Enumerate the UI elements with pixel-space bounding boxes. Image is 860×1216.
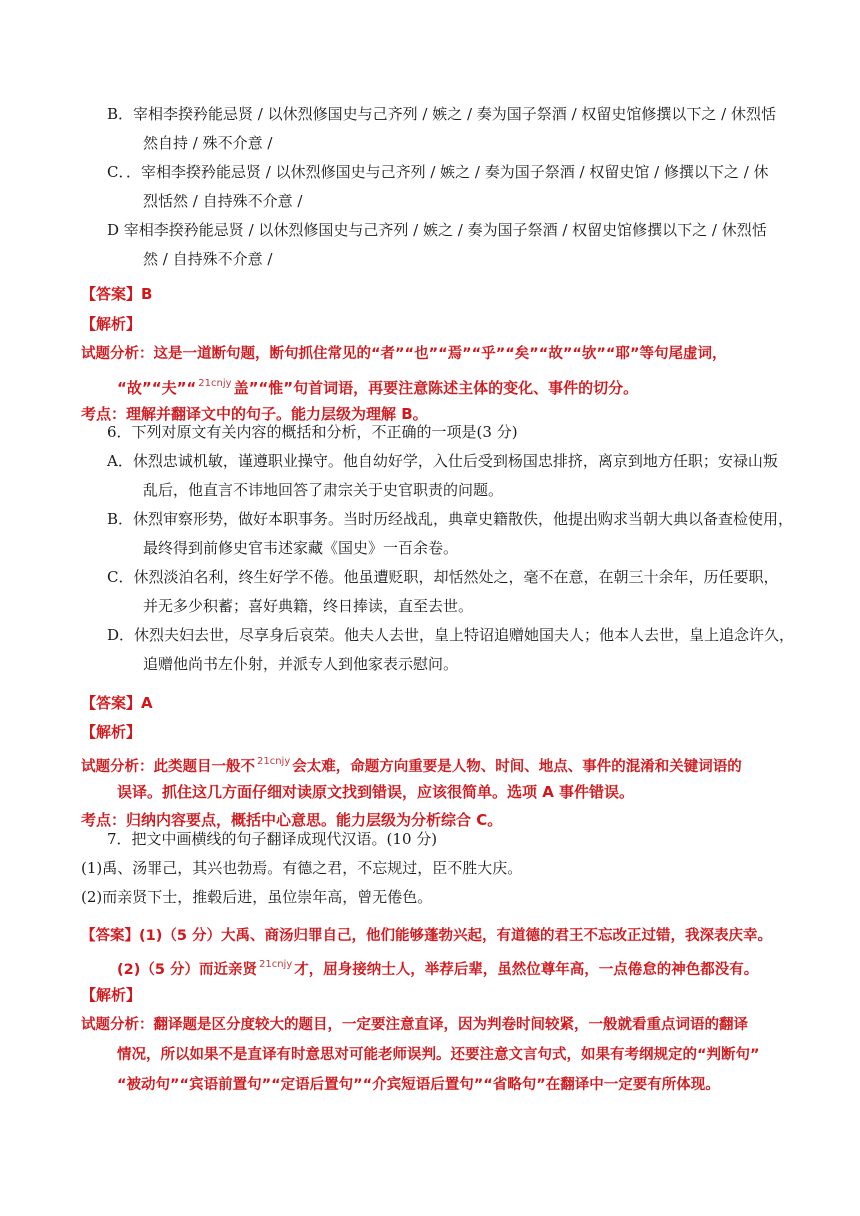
q7-analysis-line1: 试题分析：翻译题是区分度较大的题目，一定要注意直译，因为判卷时间较紧，一般就看重点词语的翻译	[81, 1017, 748, 1033]
q5-option-d-line2: 然 / 自持殊不介意 /	[143, 250, 273, 268]
q6-analysis-line2: 误译。抓住这几方面仔细对读原文找到错误，应该很简单。选项 A 事件错误。	[117, 783, 635, 801]
q5-analysis-heading: 【解析】	[81, 315, 142, 333]
q7-stem: 7．把文中画横线的句子翻译成现代汉语。(10 分)	[107, 830, 438, 848]
q6-analysis-heading: 【解析】	[81, 723, 142, 741]
q6-stem: 6．下列对原文有关内容的概括和分析，不正确的一项是(3 分)	[107, 423, 518, 441]
q6-option-d-line1: D．休烈夫妇去世，尽享身后哀荣。他夫人去世，皇上特诏追赠她国夫人；他本人去世，皇上追念许久，	[107, 626, 795, 644]
q5-option-c-line1: C．．宰相李揆矜能忌贤 / 以休烈修国史与己齐列 / 嫉之 / 奏为国子祭酒 / 权留史馆 / 修撰以下之 / 休	[107, 163, 769, 181]
q6-analysis-line1-end: 会太难，命题方向重要是人物、时间、地点、事件的混淆和关键词语的	[292, 759, 742, 775]
q6-option-a-line1: A．休烈忠诚机敏，谨遵职业操守。他自幼好学，入仕后受到杨国忠排挤，离京到地方任职；安禄山叛	[107, 452, 778, 470]
q7-sentence-2: (2)而亲贤下士，推毂后进，虽位崇年高，曾无倦色。	[81, 888, 433, 906]
q7-answer-line2-end: 才，屈身接纳士人，举荐后辈，虽然位尊年高，一点倦怠的神色都没有。	[294, 962, 759, 978]
q5-analysis-line2	[117, 374, 638, 398]
watermark-mark: 21cnjy	[258, 959, 293, 970]
q5-option-b-line1: B．宰相李揆矜能忌贤 / 以休烈修国史与己齐列 / 嫉之 / 奏为国子祭酒 / 权留史馆修撰以下之 / 休烈恬	[107, 105, 776, 123]
q7-answer-line2-start: (2)（5 分）而近亲贤	[117, 962, 257, 978]
q6-analysis-line1-start: 试题分析：此类题目一般不	[81, 759, 255, 775]
q5-option-b-line2: 然自持 / 殊不介意 /	[143, 134, 273, 152]
q6-answer: 【答案】A	[81, 694, 153, 712]
q7-analysis-heading: 【解析】	[81, 986, 142, 1004]
q6-option-b-line1: B．休烈审察形势，做好本职事务。当时历经战乱，典章史籍散佚，他提出购求当朝大典以备查检使用，	[107, 510, 794, 528]
q7-analysis-line2: 情况，所以如果不是直译有时意思对可能老师误判。还要注意文言句式，如果有考纲规定的“判断句”	[117, 1047, 760, 1063]
q5-option-c-line2: 烈恬然 / 自持殊不介意 /	[143, 192, 303, 210]
q5-analysis-line2-start: “故”“夫”“	[117, 379, 197, 397]
q7-answer-line2	[117, 955, 758, 980]
q5-analysis-line2-end: 盖”“惟”句首词语，再要注意陈述主体的变化、事件的切分。	[233, 379, 639, 397]
q6-option-c-line2: 并无多少积蓄；喜好典籍，终日捧读，直至去世。	[143, 597, 474, 615]
q5-analysis-line1: 试题分析：这是一道断句题，断句抓住常见的“者”“也”“焉”“乎”“矣”“故”“欤”“耶”等句尾虚词，	[81, 346, 727, 362]
q7-analysis-line3: “被动句”“宾语前置句”“定语后置句”“介宾短语后置句”“省略句”在翻译中一定要有所体现。	[117, 1077, 720, 1093]
q7-sentence-1: (1)禹、汤罪己，其兴也勃焉。有德之君，不忘规过，臣不胜大庆。	[81, 859, 523, 877]
q5-answer: 【答案】B	[81, 285, 153, 303]
q5-option-d-line1: D 宰相李揆矜能忌贤 / 以休烈修国史与己齐列 / 嫉之 / 奏为国子祭酒 / 权留史馆修撰以下之 / 休烈恬	[107, 221, 767, 239]
q6-analysis-line1	[81, 752, 742, 777]
q6-option-c-line1: C．休烈淡泊名利，终生好学不倦。他虽遭贬职，却恬然处之，毫不在意，在朝三十余年，历任要职，	[107, 568, 779, 586]
q5-kaodian: 考点：理解并翻译文中的句子。能力层级为理解 B。	[81, 405, 428, 423]
watermark-mark: 21cnjy	[257, 756, 291, 767]
q6-kaodian: 考点：归纳内容要点，概括中心意思。能力层级为分析综合 C。	[81, 811, 503, 829]
q7-answer-line1: 【答案】(1)（5 分）大禹、商汤归罪自己，他们能够蓬勃兴起，有道德的君王不忘改正过错，我深表庆幸。	[81, 928, 772, 944]
watermark-mark: 21cnjy	[198, 378, 232, 389]
q6-option-a-line2: 乱后，他直言不讳地回答了肃宗关于史官职责的问题。	[143, 481, 504, 499]
q6-option-d-line2: 追赠他尚书左仆射，并派专人到他家表示慰问。	[143, 655, 459, 673]
q6-option-b-line2: 最终得到前修史官韦述家藏《国史》一百余卷。	[143, 539, 459, 557]
